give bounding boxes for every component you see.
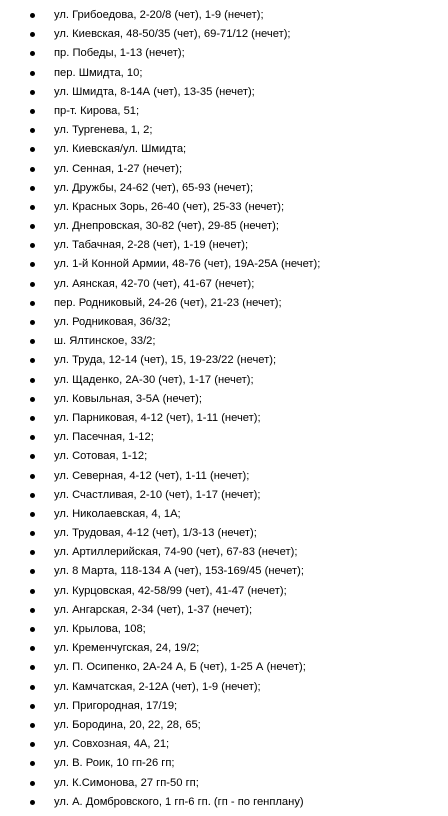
address-text: ул. 1-й Конной Армии, 48-76 (чет), 19А-25А (нечет); <box>54 258 321 271</box>
bullet-icon <box>30 90 35 95</box>
bullet-icon <box>30 416 35 421</box>
list-item <box>0 351 448 370</box>
address-text: ул. В. Роик, 10 гп-26 гп; <box>54 757 175 770</box>
list-item <box>0 562 448 581</box>
bullet-icon <box>30 147 35 152</box>
list-item <box>0 428 448 447</box>
list-item <box>0 198 448 217</box>
address-text: ул. Крылова, 108; <box>54 623 146 635</box>
bullet-icon <box>30 358 35 363</box>
bullet-icon <box>30 262 35 267</box>
list-item <box>0 678 448 697</box>
bullet-icon <box>30 224 35 229</box>
address-text: ул. Родниковая, 36/32; <box>54 316 171 328</box>
bullet-icon <box>30 397 35 402</box>
address-text: пр-т. Кирова, 51; <box>54 104 140 117</box>
list-item <box>0 601 448 620</box>
list-item <box>0 217 448 236</box>
bullet-icon <box>30 128 35 133</box>
list-item <box>0 179 448 198</box>
bullet-icon <box>30 550 35 555</box>
bullet-icon <box>30 243 35 248</box>
bullet-icon <box>30 800 35 805</box>
address-text: ул. П. Осипенко, 2А-24 А, Б (чет), 1-25 А (нечет); <box>54 661 306 674</box>
list-item <box>0 774 448 793</box>
bullet-icon <box>30 339 35 344</box>
bullet-icon <box>30 493 35 498</box>
list-item <box>0 6 448 25</box>
address-text: ул. Парниковая, 4-12 (чет), 1-11 (нечет); <box>54 411 261 424</box>
list-item <box>0 409 448 428</box>
list-item <box>0 524 448 543</box>
address-text: ул. Красных Зорь, 26-40 (чет), 25-33 (нечет); <box>54 200 285 213</box>
bullet-icon <box>30 13 35 18</box>
bullet-icon <box>30 301 35 306</box>
list-item <box>0 102 448 121</box>
bullet-icon <box>30 167 35 172</box>
bullet-icon <box>30 781 35 786</box>
list-item <box>0 121 448 140</box>
address-text: ул. Киевская, 48-50/35 (чет), 69-71/12 (нечет); <box>54 28 291 41</box>
bullet-icon <box>30 109 35 114</box>
bullet-icon <box>30 761 35 766</box>
list-item <box>0 505 448 524</box>
list-item <box>0 543 448 562</box>
list-item <box>0 793 448 812</box>
address-text: ул. К.Симонова, 27 гп-50 гп; <box>54 776 199 789</box>
address-text: ул. Шмидта, 8-14А (чет), 13-35 (нечет); <box>54 85 255 98</box>
address-text: ул. Сотовая, 1-12; <box>54 450 148 463</box>
list-item <box>0 255 448 274</box>
address-text: пер. Родниковый, 24-26 (чет), 21-23 (нечет); <box>54 296 282 309</box>
address-text: ул. Артиллерийская, 74-90 (чет), 67-83 (нечет); <box>54 546 298 559</box>
bullet-icon <box>30 71 35 76</box>
bullet-icon <box>30 186 35 191</box>
bullet-icon <box>30 32 35 37</box>
list-item <box>0 658 448 677</box>
address-text: ул. Табачная, 2-28 (чет), 1-19 (нечет); <box>54 239 249 252</box>
address-text: ул. Пригородная, 17/19; <box>54 699 178 712</box>
address-text: ул. Камчатская, 2-12А (чет), 1-9 (нечет); <box>54 680 261 693</box>
list-item <box>0 716 448 735</box>
list-item <box>0 160 448 179</box>
bullet-icon <box>30 723 35 728</box>
list-item <box>0 313 448 332</box>
bullet-icon <box>30 608 35 613</box>
list-item <box>0 467 448 486</box>
address-text: пр. Победы, 1-13 (нечет); <box>54 47 185 60</box>
address-text: ул. Ковыльная, 3-5А (нечет); <box>54 392 202 405</box>
address-text: ул. Грибоедова, 2-20/8 (чет), 1-9 (нечет); <box>54 9 264 21</box>
address-text: ул. Сенная, 1-27 (нечет); <box>54 162 183 175</box>
list-item <box>0 390 448 409</box>
list-item <box>0 332 448 351</box>
bullet-icon <box>30 320 35 325</box>
address-text: ш. Ялтинское, 33/2; <box>54 335 156 348</box>
bullet-icon <box>30 646 35 651</box>
list-item <box>0 44 448 63</box>
bullet-icon <box>30 435 35 440</box>
bullet-icon <box>30 589 35 594</box>
list-item <box>0 64 448 83</box>
address-text: ул. Киевская/ул. Шмидта; <box>54 143 187 156</box>
address-text: ул. 8 Марта, 118-134 А (чет), 153-169/45 (нечет); <box>54 565 304 578</box>
bullet-icon <box>30 512 35 517</box>
address-text: ул. Кременчугская, 24, 19/2; <box>54 642 200 655</box>
bullet-icon <box>30 474 35 479</box>
bullet-icon <box>30 685 35 690</box>
list-item <box>0 620 448 639</box>
list-item <box>0 236 448 255</box>
list-item <box>0 735 448 754</box>
address-text: ул. Труда, 12-14 (чет), 15, 19-23/22 (нечет); <box>54 354 277 367</box>
list-item <box>0 294 448 313</box>
bullet-icon <box>30 378 35 383</box>
address-text: ул. А. Домбровского, 1 гп-6 гп. (гп - по генплану) <box>54 795 304 808</box>
list-item <box>0 582 448 601</box>
address-text: ул. Николаевская, 4, 1А; <box>54 507 181 520</box>
list-item <box>0 697 448 716</box>
address-text: ул. Дружбы, 24-62 (чет), 65-93 (нечет); <box>54 181 254 194</box>
list-item <box>0 25 448 44</box>
address-text: ул. Трудовая, 4-12 (чет), 1/3-13 (нечет); <box>54 527 257 540</box>
address-text: пер. Шмидта, 10; <box>54 66 143 79</box>
list-item <box>0 447 448 466</box>
bullet-icon <box>30 282 35 287</box>
address-list <box>0 6 448 812</box>
address-text: ул. Совхозная, 4А, 21; <box>54 738 170 751</box>
list-item <box>0 371 448 390</box>
address-text: ул. Пасечная, 1-12; <box>54 431 154 444</box>
bullet-icon <box>30 665 35 670</box>
list-item <box>0 140 448 159</box>
bullet-icon <box>30 742 35 747</box>
address-text: ул. Северная, 4-12 (чет), 1-11 (нечет); <box>54 469 250 482</box>
address-text: ул. Счастливая, 2-10 (чет), 1-17 (нечет); <box>54 488 261 501</box>
bullet-icon <box>30 704 35 709</box>
bullet-icon <box>30 627 35 632</box>
list-item <box>0 275 448 294</box>
address-text: ул. Бородина, 20, 22, 28, 65; <box>54 718 201 731</box>
list-item <box>0 754 448 773</box>
bullet-icon <box>30 51 35 56</box>
bullet-icon <box>30 454 35 459</box>
address-text: ул. Днепровская, 30-82 (чет), 29-85 (нечет); <box>54 220 279 233</box>
address-text: ул. Тургенева, 1, 2; <box>54 124 153 137</box>
address-text: ул. Ангарская, 2-34 (чет), 1-37 (нечет); <box>54 603 253 616</box>
list-item <box>0 83 448 102</box>
list-item <box>0 486 448 505</box>
list-item <box>0 639 448 658</box>
address-text: ул. Аянская, 42-70 (чет), 41-67 (нечет); <box>54 277 255 290</box>
bullet-icon <box>30 205 35 210</box>
bullet-icon <box>30 531 35 536</box>
bullet-icon <box>30 569 35 574</box>
address-text: ул. Щаденко, 2А-30 (чет), 1-17 (нечет); <box>54 373 254 386</box>
address-text: ул. Курцовская, 42-58/99 (чет), 41-47 (нечет); <box>54 584 287 597</box>
